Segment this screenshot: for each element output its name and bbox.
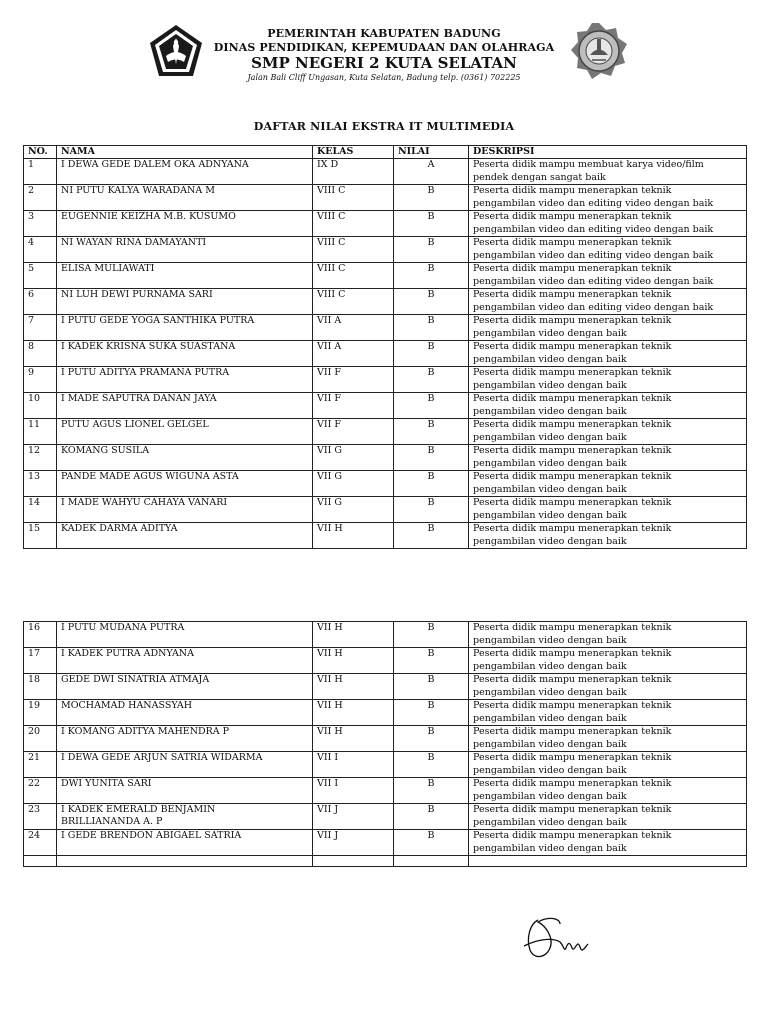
cell-nilai: B xyxy=(394,804,469,830)
description-line: Peserta didik mampu menerapkan teknik xyxy=(473,419,672,430)
document-title: DAFTAR NILAI EKSTRA IT MULTIMEDIA xyxy=(253,120,515,133)
cell-no: 4 xyxy=(24,237,57,263)
cell-deskripsi xyxy=(469,726,747,752)
table-row xyxy=(24,674,747,700)
cell-empty xyxy=(469,856,747,867)
student-name: I PUTU MUDANA PUTRA xyxy=(61,622,185,633)
cell-kelas: VII F xyxy=(313,419,394,445)
description-line: pengambilan video dengan baik xyxy=(473,405,627,417)
cell-kelas: IX D xyxy=(313,159,394,185)
cell-empty xyxy=(394,856,469,867)
student-name: I KADEK KRISNA SUKA SUASTANA xyxy=(61,341,236,352)
description-line: pengambilan video dengan baik xyxy=(473,457,627,469)
cell-nilai: B xyxy=(394,393,469,419)
cell-nama xyxy=(57,367,313,393)
cell-deskripsi xyxy=(469,778,747,804)
cell-deskripsi xyxy=(469,497,747,523)
student-name: KOMANG SUSILA xyxy=(61,445,150,456)
table-row xyxy=(24,289,747,315)
description-line: Peserta didik mampu menerapkan teknik xyxy=(473,445,672,456)
student-name: I PUTU GEDE YOGA SANTHIKA PUTRA xyxy=(61,315,255,326)
student-name: DWI YUNITA SARI xyxy=(61,778,152,789)
cell-nama xyxy=(57,289,313,315)
description-line: Peserta didik mampu menerapkan teknik xyxy=(473,622,672,633)
table-row xyxy=(24,648,747,674)
student-name: GEDE DWI SINATRIA ATMAJA xyxy=(61,674,210,685)
cell-kelas: VII I xyxy=(313,778,394,804)
table-row xyxy=(24,185,747,211)
cell-deskripsi xyxy=(469,622,747,648)
student-name: I PUTU ADITYA PRAMANA PUTRA xyxy=(61,367,230,378)
cell-deskripsi xyxy=(469,804,747,830)
description-line: pengambilan video dengan baik xyxy=(473,509,627,521)
cell-no: 2 xyxy=(24,185,57,211)
cell-kelas: VII H xyxy=(313,726,394,752)
cell-no: 19 xyxy=(24,700,57,726)
cell-deskripsi xyxy=(469,263,747,289)
student-name: I GEDE BRENDON ABIGAEL SATRIA xyxy=(61,830,242,841)
table-row xyxy=(24,497,747,523)
cell-kelas: VIII C xyxy=(313,289,394,315)
description-line: pendek dengan sangat baik xyxy=(473,171,606,183)
cell-nilai: B xyxy=(394,752,469,778)
column-header-nama: NAMA xyxy=(57,146,313,159)
table-row xyxy=(24,752,747,778)
cell-nama xyxy=(57,393,313,419)
cell-no: 16 xyxy=(24,622,57,648)
cell-nama xyxy=(57,315,313,341)
cell-nilai: B xyxy=(394,497,469,523)
cell-deskripsi xyxy=(469,445,747,471)
cell-nilai: B xyxy=(394,211,469,237)
description-line: pengambilan video dengan baik xyxy=(473,686,627,698)
cell-nilai: B xyxy=(394,237,469,263)
column-header-kelas: KELAS xyxy=(313,146,394,159)
cell-nilai: B xyxy=(394,778,469,804)
cell-deskripsi xyxy=(469,289,747,315)
student-name-cont: BRILLIANANDA A. P xyxy=(61,816,163,827)
cell-nama xyxy=(57,674,313,700)
cell-nilai: B xyxy=(394,700,469,726)
description-line: Peserta didik mampu menerapkan teknik xyxy=(473,211,672,222)
cell-kelas: VII H xyxy=(313,648,394,674)
description-line: pengambilan video dengan baik xyxy=(473,842,627,854)
description-line: Peserta didik mampu menerapkan teknik xyxy=(473,700,672,711)
cell-kelas: VII F xyxy=(313,367,394,393)
table-row xyxy=(24,471,747,497)
description-line: pengambilan video dengan baik xyxy=(473,353,627,365)
cell-nama xyxy=(57,419,313,445)
school-emblem-icon xyxy=(570,22,628,80)
student-name: ELISA MULIAWATI xyxy=(61,263,155,274)
description-line: Peserta didik mampu menerapkan teknik xyxy=(473,315,672,326)
cell-deskripsi xyxy=(469,471,747,497)
student-name: EUGENNIE KEIZHA M.B. KUSUMO xyxy=(61,211,236,222)
cell-kelas: VII J xyxy=(313,830,394,856)
letterhead xyxy=(0,22,768,84)
cell-empty xyxy=(24,856,57,867)
letterhead-government: PEMERINTAH KABUPATEN BADUNG xyxy=(267,27,501,40)
cell-kelas: VIII C xyxy=(313,185,394,211)
cell-nilai: B xyxy=(394,471,469,497)
cell-nilai: B xyxy=(394,523,469,549)
cell-deskripsi xyxy=(469,315,747,341)
student-name: NI WAYAN RINA DAMAYANTI xyxy=(61,237,207,248)
table-row xyxy=(24,263,747,289)
cell-kelas: VII H xyxy=(313,523,394,549)
description-line: Peserta didik mampu menerapkan teknik xyxy=(473,523,672,534)
student-name: I KOMANG ADITYA MAHENDRA P xyxy=(61,726,230,737)
description-line: pengambilan video dan editing video dengan baik xyxy=(473,249,714,261)
cell-kelas: VIII C xyxy=(313,211,394,237)
cell-no: 15 xyxy=(24,523,57,549)
cell-kelas: VII G xyxy=(313,445,394,471)
table-row xyxy=(24,367,747,393)
cell-deskripsi xyxy=(469,159,747,185)
cell-no: 17 xyxy=(24,648,57,674)
cell-deskripsi xyxy=(469,341,747,367)
cell-kelas: VII H xyxy=(313,674,394,700)
cell-kelas: VII I xyxy=(313,752,394,778)
cell-nilai: B xyxy=(394,726,469,752)
cell-no: 3 xyxy=(24,211,57,237)
table-row xyxy=(24,523,747,549)
cell-deskripsi xyxy=(469,211,747,237)
cell-deskripsi xyxy=(469,185,747,211)
cell-nilai: B xyxy=(394,185,469,211)
cell-no: 1 xyxy=(24,159,57,185)
cell-no: 7 xyxy=(24,315,57,341)
cell-deskripsi xyxy=(469,523,747,549)
cell-no: 24 xyxy=(24,830,57,856)
handwritten-signature-icon xyxy=(520,908,590,966)
cell-kelas: VII H xyxy=(313,622,394,648)
cell-no: 23 xyxy=(24,804,57,830)
student-name: I MADE WAHYU CAHAYA VANARI xyxy=(61,497,228,508)
cell-nama xyxy=(57,523,313,549)
description-line: Peserta didik mampu menerapkan teknik xyxy=(473,648,672,659)
table-row xyxy=(24,211,747,237)
letterhead-department: DINAS PENDIDIKAN, KEPEMUDAAN DAN OLAHRAGA xyxy=(213,41,555,54)
cell-no: 6 xyxy=(24,289,57,315)
cell-nama xyxy=(57,778,313,804)
student-name: PANDE MADE AGUS WIGUNA ASTA xyxy=(61,471,239,482)
cell-nilai: B xyxy=(394,367,469,393)
column-header-nilai: NILAI xyxy=(394,146,469,159)
cell-nama xyxy=(57,700,313,726)
cell-nilai: B xyxy=(394,622,469,648)
cell-no: 21 xyxy=(24,752,57,778)
cell-deskripsi xyxy=(469,237,747,263)
description-line: pengambilan video dengan baik xyxy=(473,327,627,339)
grades-table-page1 xyxy=(23,145,747,549)
student-name: PUTU AGUS LIONEL GELGEL xyxy=(61,419,209,430)
description-line: Peserta didik mampu menerapkan teknik xyxy=(473,804,672,815)
student-name: MOCHAMAD HANASSYAH xyxy=(61,700,193,711)
description-line: pengambilan video dan editing video dengan baik xyxy=(473,223,714,235)
table-row xyxy=(24,700,747,726)
description-line: pengambilan video dengan baik xyxy=(473,790,627,802)
cell-nama xyxy=(57,341,313,367)
student-name: I DEWA GEDE ARJUN SATRIA WIDARMA xyxy=(61,752,263,763)
cell-nilai: B xyxy=(394,315,469,341)
cell-nama xyxy=(57,237,313,263)
description-line: Peserta didik mampu menerapkan teknik xyxy=(473,726,672,737)
description-line: Peserta didik mampu menerapkan teknik xyxy=(473,830,672,841)
cell-kelas: VII A xyxy=(313,341,394,367)
table-row-empty xyxy=(24,856,747,867)
cell-nilai: B xyxy=(394,341,469,367)
cell-nama xyxy=(57,830,313,856)
description-line: Peserta didik mampu menerapkan teknik xyxy=(473,778,672,789)
cell-no: 12 xyxy=(24,445,57,471)
student-name: I DEWA GEDE DALEM OKA ADNYANA xyxy=(61,159,249,170)
table-row xyxy=(24,804,747,830)
cell-nilai: B xyxy=(394,830,469,856)
description-line: Peserta didik mampu menerapkan teknik xyxy=(473,341,672,352)
cell-no: 14 xyxy=(24,497,57,523)
badung-regency-crest-icon xyxy=(148,24,204,78)
grades-table-page2 xyxy=(23,621,747,867)
description-line: pengambilan video dengan baik xyxy=(473,431,627,443)
description-line: pengambilan video dan editing video dengan baik xyxy=(473,275,714,287)
table-row xyxy=(24,315,747,341)
cell-nama xyxy=(57,804,313,830)
description-line: pengambilan video dengan baik xyxy=(473,712,627,724)
table-row xyxy=(24,237,747,263)
cell-nilai: B xyxy=(394,263,469,289)
cell-nama xyxy=(57,159,313,185)
cell-no: 18 xyxy=(24,674,57,700)
cell-empty xyxy=(313,856,394,867)
table-row xyxy=(24,622,747,648)
student-name: I KADEK EMERALD BENJAMIN xyxy=(61,804,216,815)
cell-no: 22 xyxy=(24,778,57,804)
table-row xyxy=(24,419,747,445)
student-name: NI LUH DEWI PURNAMA SARI xyxy=(61,289,213,300)
cell-deskripsi xyxy=(469,419,747,445)
cell-no: 11 xyxy=(24,419,57,445)
cell-kelas: VII G xyxy=(313,497,394,523)
cell-nama xyxy=(57,263,313,289)
table-row xyxy=(24,726,747,752)
cell-nama xyxy=(57,471,313,497)
table-row xyxy=(24,393,747,419)
cell-kelas: VII A xyxy=(313,315,394,341)
column-header-deskripsi: DESKRIPSI xyxy=(469,146,747,159)
table-row xyxy=(24,830,747,856)
description-line: pengambilan video dengan baik xyxy=(473,379,627,391)
description-line: pengambilan video dengan baik xyxy=(473,483,627,495)
table-row xyxy=(24,778,747,804)
description-line: pengambilan video dengan baik xyxy=(473,764,627,776)
cell-no: 5 xyxy=(24,263,57,289)
cell-no: 8 xyxy=(24,341,57,367)
cell-nama xyxy=(57,185,313,211)
description-line: pengambilan video dengan baik xyxy=(473,738,627,750)
description-line: pengambilan video dengan baik xyxy=(473,816,627,828)
cell-kelas: VIII C xyxy=(313,237,394,263)
cell-no: 10 xyxy=(24,393,57,419)
description-line: Peserta didik mampu menerapkan teknik xyxy=(473,752,672,763)
cell-no: 9 xyxy=(24,367,57,393)
cell-no: 13 xyxy=(24,471,57,497)
student-name: I MADE SAPUTRA DANAN JAYA xyxy=(61,393,217,404)
student-name: NI PUTU KALYA WARADANA M xyxy=(61,185,215,196)
description-line: Peserta didik mampu menerapkan teknik xyxy=(473,367,672,378)
description-line: Peserta didik mampu menerapkan teknik xyxy=(473,497,672,508)
description-line: Peserta didik mampu menerapkan teknik xyxy=(473,471,672,482)
column-header-no: NO. xyxy=(24,146,57,159)
cell-deskripsi xyxy=(469,648,747,674)
cell-no: 20 xyxy=(24,726,57,752)
cell-nama xyxy=(57,752,313,778)
cell-kelas: VII H xyxy=(313,700,394,726)
table-row xyxy=(24,341,747,367)
cell-nama xyxy=(57,648,313,674)
cell-nilai: B xyxy=(394,419,469,445)
description-line: Peserta didik mampu menerapkan teknik xyxy=(473,185,672,196)
cell-nilai: B xyxy=(394,289,469,315)
description-line: Peserta didik mampu menerapkan teknik xyxy=(473,263,672,274)
description-line: pengambilan video dan editing video dengan baik xyxy=(473,197,714,209)
table-row xyxy=(24,159,747,185)
cell-nama xyxy=(57,726,313,752)
letterhead-address: Jalan Bali Cliff Ungasan, Kuta Selatan, Badung telp. (0361) 702225 xyxy=(247,73,521,82)
cell-kelas: VII J xyxy=(313,804,394,830)
cell-nilai: B xyxy=(394,674,469,700)
cell-deskripsi xyxy=(469,367,747,393)
cell-nama xyxy=(57,622,313,648)
cell-nilai: B xyxy=(394,445,469,471)
student-name: I KADEK PUTRA ADNYANA xyxy=(61,648,194,659)
cell-nama xyxy=(57,497,313,523)
cell-nilai: B xyxy=(394,648,469,674)
letterhead-school-name: SMP NEGERI 2 KUTA SELATAN xyxy=(251,54,517,72)
description-line: Peserta didik mampu menerapkan teknik xyxy=(473,237,672,248)
description-line: pengambilan video dan editing video dengan baik xyxy=(473,301,714,313)
cell-kelas: VIII C xyxy=(313,263,394,289)
description-line: pengambilan video dengan baik xyxy=(473,660,627,672)
cell-deskripsi xyxy=(469,393,747,419)
description-line: Peserta didik mampu menerapkan teknik xyxy=(473,674,672,685)
cell-kelas: VII G xyxy=(313,471,394,497)
cell-kelas: VII F xyxy=(313,393,394,419)
cell-nilai: A xyxy=(394,159,469,185)
description-line: Peserta didik mampu menerapkan teknik xyxy=(473,393,672,404)
description-line: Peserta didik mampu membuat karya video/film xyxy=(473,159,704,170)
cell-empty xyxy=(57,856,313,867)
table-row xyxy=(24,445,747,471)
description-line: Peserta didik mampu menerapkan teknik xyxy=(473,289,672,300)
cell-deskripsi xyxy=(469,674,747,700)
cell-nama xyxy=(57,211,313,237)
table-header-row xyxy=(24,146,747,159)
cell-deskripsi xyxy=(469,830,747,856)
student-name: KADEK DARMA ADITYA xyxy=(61,523,178,534)
description-line: pengambilan video dengan baik xyxy=(473,634,627,646)
cell-deskripsi xyxy=(469,752,747,778)
cell-nama xyxy=(57,445,313,471)
description-line: pengambilan video dengan baik xyxy=(473,535,627,547)
cell-deskripsi xyxy=(469,700,747,726)
